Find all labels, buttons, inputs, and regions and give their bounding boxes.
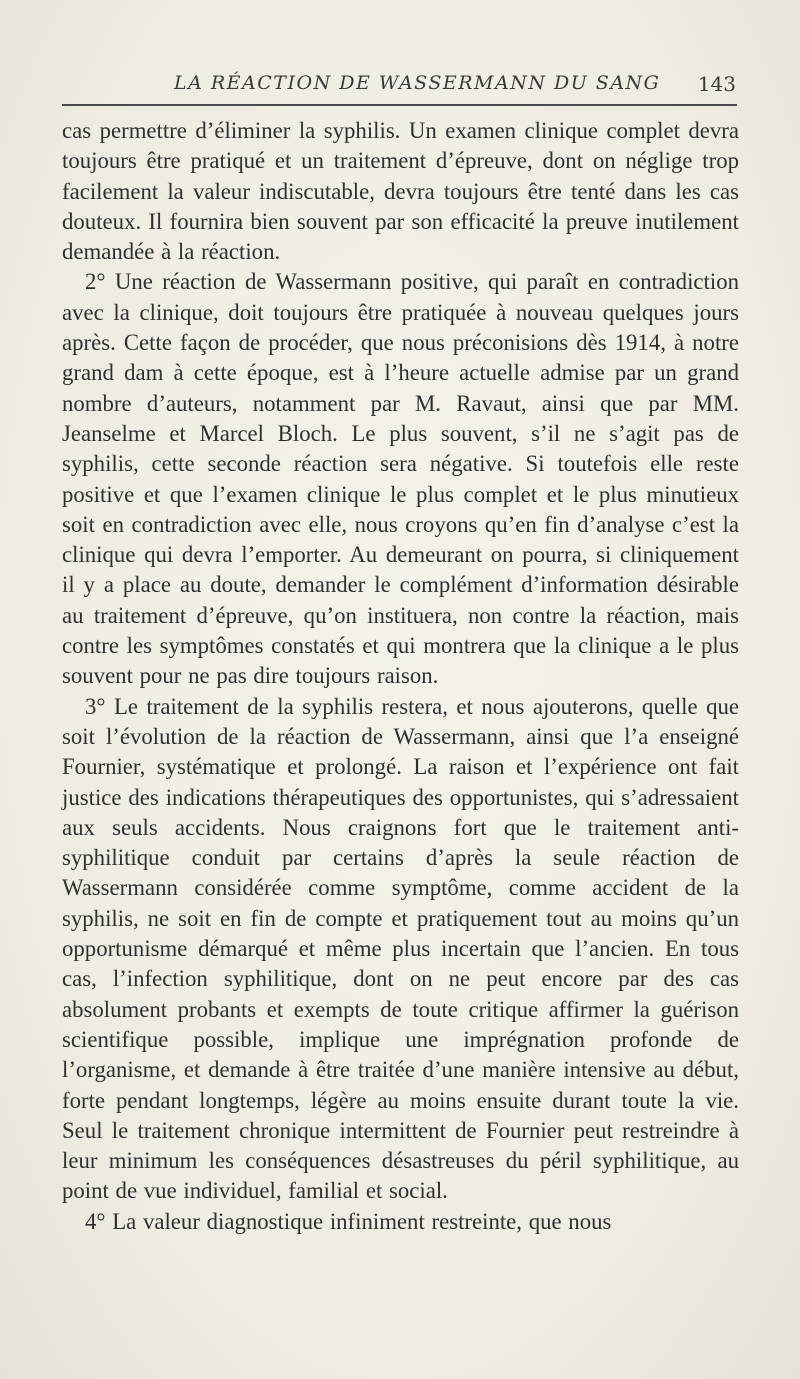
running-title: LA RÉACTION DE WASSERMANN DU SANG bbox=[174, 72, 661, 94]
paragraph-3: 3° Le traitement de la syphilis restera, et nous ajouterons, quelle que soit l’évolution de la réaction de Wassermann, ainsi que l’a enseigné Fournier, systématique et prolongé. La raison et l’expérience ont fait justice des indications thérapeutiques des opportunistes, qui s’adressaient aux seuls accidents. Nous craignons fort que le traitement anti-syphilitique conduit par certains d’après la seule réaction de Wassermann considérée comme symptôme, comme accident de la syphilis, ne soit en fin de compte et pratiquement tout au moins qu’un opportunisme démarqué et même plus incertain que l’ancien. En tous cas, l’infection syphilitique, dont on ne peut encore par des cas absolument probants et exempts de toute critique affirmer la guérison scientifique possible, implique une imprégnation profonde de l’organisme, et demande à être traitée d’une manière intensive au début, forte pendant longtemps, légère au moins ensuite durant toute la vie. Seul le traitement chronique intermittent de Fournier peut restreindre à leur minimum les conséquences désastreuses du péril syphilitique, au point de vue individuel, familial et social. bbox=[62, 693, 739, 1204]
paragraph-4: 4° La valeur diagnostique infiniment restreinte, que nous bbox=[85, 1208, 612, 1234]
paragraph-2: 2° Une réaction de Wassermann positive, qui paraît en contradiction avec la clinique, doit toujours être pratiquée à nouveau quelques jours après. Cette façon de procéder, que nous préconisions dès 1914, à notre grand dam à cette époque, est à l’heure actuelle admise par un grand nombre d’auteurs, notamment par M. Ravaut, ainsi que par MM. Jeanselme et Marcel Bloch. Le plus souvent, s’il ne s’agit pas de syphilis, cette seconde réaction sera négative. Si toutefois elle reste positive et que l’examen clinique le plus complet et le plus minutieux soit en contradiction avec elle, nous croyons qu’en fin d’analyse c’est la clinique qui devra l’emporter. Au demeurant on pourra, si cliniquement il y a place au doute, demander le complément d’information désirable au traitement d’épreuve, qu’on instituera, non contre la réaction, mais contre les symptômes constatés et qui montrera que la clinique a le plus souvent pour ne pas dire toujours raison. bbox=[62, 269, 739, 689]
page-number: 143 bbox=[697, 72, 736, 96]
header-rule bbox=[62, 104, 737, 106]
paragraph-continuation: cas permettre d’éliminer la syphilis. Un examen clinique complet devra toujours être pratiqué et un traitement d’épreuve, dont on néglige trop facilement la valeur indiscutable, devra toujours être tenté dans les cas douteux. Il fournira bien souvent par son efficacité la preuve inutilement demandée à la réaction. bbox=[62, 118, 739, 265]
body-text bbox=[62, 116, 739, 1237]
page-header bbox=[62, 72, 736, 102]
